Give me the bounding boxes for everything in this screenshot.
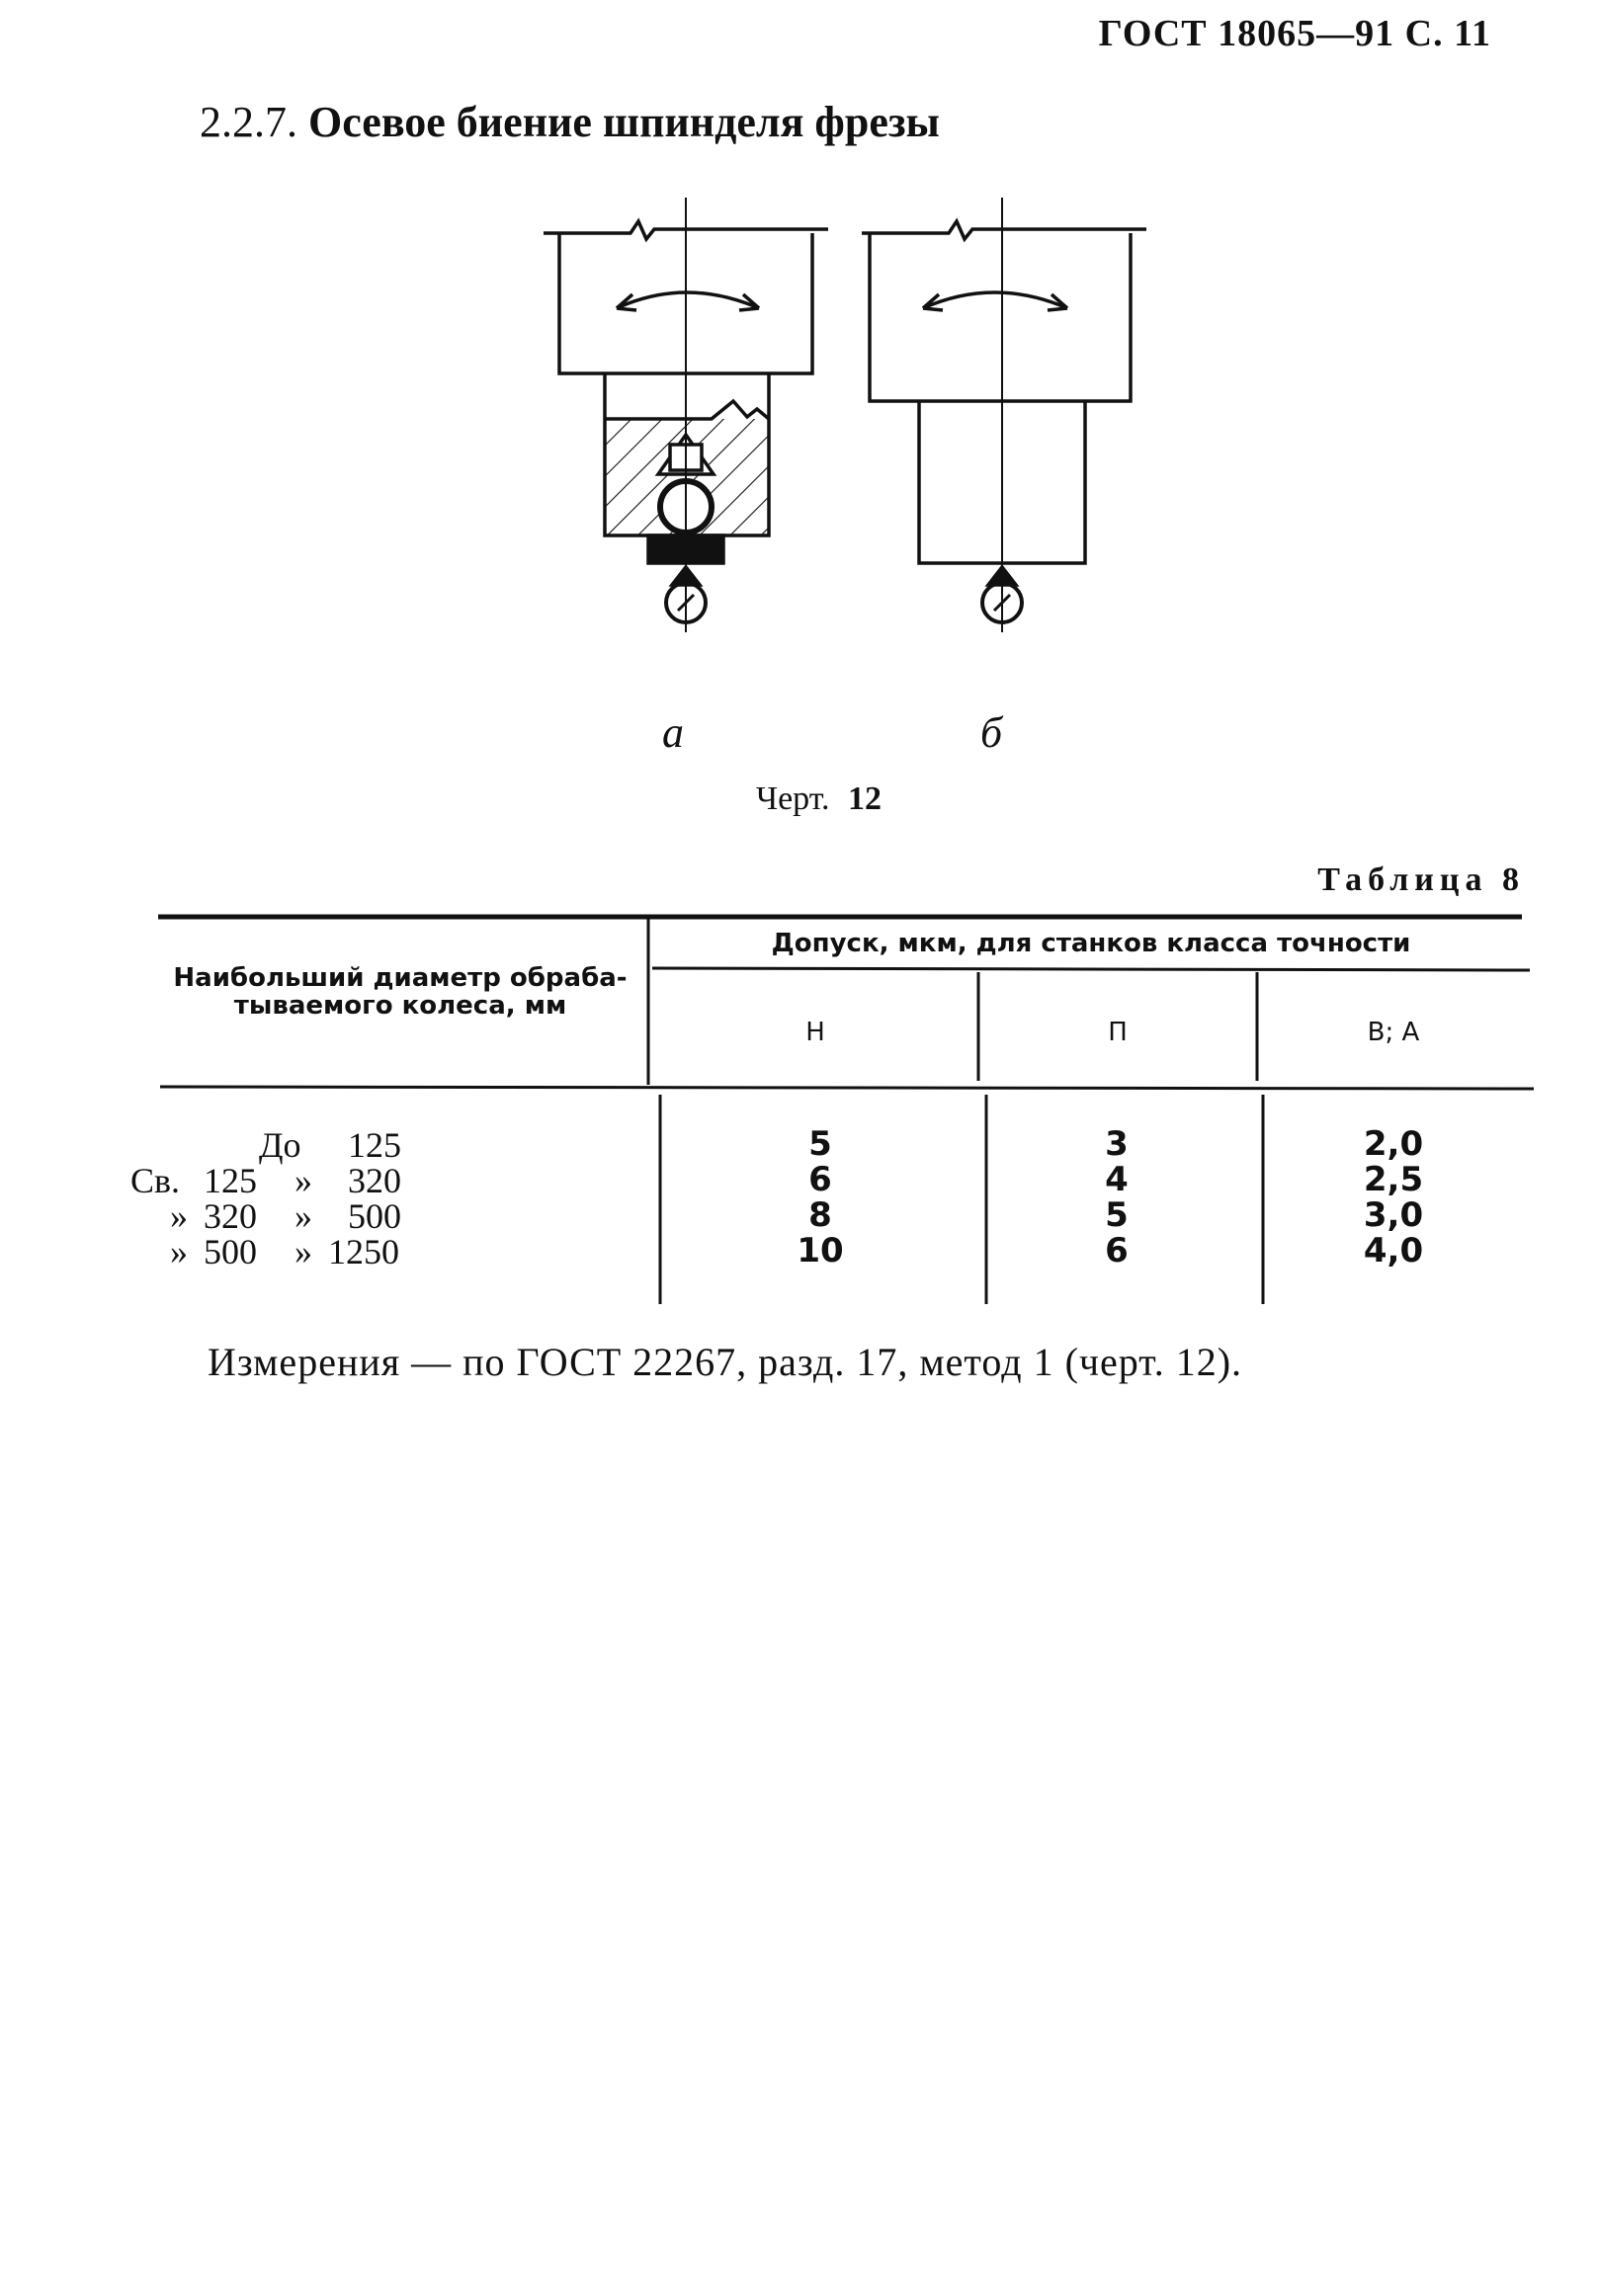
range-from: До — [259, 1125, 301, 1165]
column-header-n: Н — [805, 1018, 825, 1047]
value-n: 6 — [808, 1160, 832, 1199]
range-sep: » — [294, 1161, 312, 1200]
value-p: 5 — [1105, 1195, 1129, 1235]
value-p: 6 — [1105, 1231, 1129, 1271]
table-row — [0, 1195, 1598, 1236]
figure-a — [544, 198, 828, 632]
range-to: 500 — [348, 1196, 401, 1236]
figure-b — [862, 198, 1146, 632]
table-row — [0, 1231, 1598, 1271]
technical-drawing — [514, 198, 1186, 771]
value-va: 2,0 — [1363, 1124, 1424, 1164]
value-va: 3,0 — [1363, 1195, 1424, 1235]
value-n: 5 — [808, 1124, 832, 1164]
range-prefix: Св. — [130, 1161, 181, 1200]
caption-prefix: Черт. — [755, 780, 830, 817]
section-number: 2.2.7. — [200, 98, 297, 146]
range-sep: » — [294, 1232, 312, 1271]
figure-a-label: a — [662, 708, 684, 757]
table-row — [0, 1160, 1598, 1200]
column-header-va: В; А — [1367, 1018, 1420, 1047]
row-header-line2: тываемого колеса, мм — [233, 991, 567, 1021]
caption-number: 12 — [848, 780, 883, 817]
table-title: Таблица 8 — [1317, 861, 1525, 898]
figure-caption — [0, 780, 1598, 818]
range-from: 500 — [204, 1232, 257, 1271]
column-header-p: П — [1108, 1018, 1128, 1047]
range-from: 320 — [204, 1196, 257, 1236]
measurement-note: Измерения — по ГОСТ 22267, разд. 17, метод 1 (черт. 12). — [208, 1340, 1243, 1384]
range-sep: » — [294, 1196, 312, 1236]
row-header — [158, 964, 642, 1020]
group-header: Допуск, мкм, для станков класса точности — [771, 929, 1411, 958]
value-va: 2,5 — [1363, 1160, 1424, 1199]
range-prefix: » — [170, 1232, 188, 1271]
section-title: Осевое биение шпинделя фрезы — [308, 98, 940, 146]
figure-b-label: б — [980, 708, 1003, 757]
section-heading — [200, 97, 940, 147]
value-p: 3 — [1105, 1124, 1129, 1164]
range-prefix: » — [170, 1196, 188, 1236]
range-to: 125 — [348, 1125, 401, 1165]
range-from: 125 — [204, 1161, 257, 1200]
row-header-line1: Наибольший диаметр обраба- — [173, 963, 628, 993]
table-row — [0, 1124, 1598, 1165]
range-to: 320 — [348, 1161, 401, 1200]
value-va: 4,0 — [1363, 1231, 1424, 1271]
value-p: 4 — [1105, 1160, 1129, 1199]
page-header: ГОСТ 18065—91 С. 11 — [1098, 13, 1491, 54]
value-n: 10 — [797, 1231, 844, 1271]
range-to: 1250 — [328, 1232, 399, 1271]
value-n: 8 — [808, 1195, 832, 1235]
